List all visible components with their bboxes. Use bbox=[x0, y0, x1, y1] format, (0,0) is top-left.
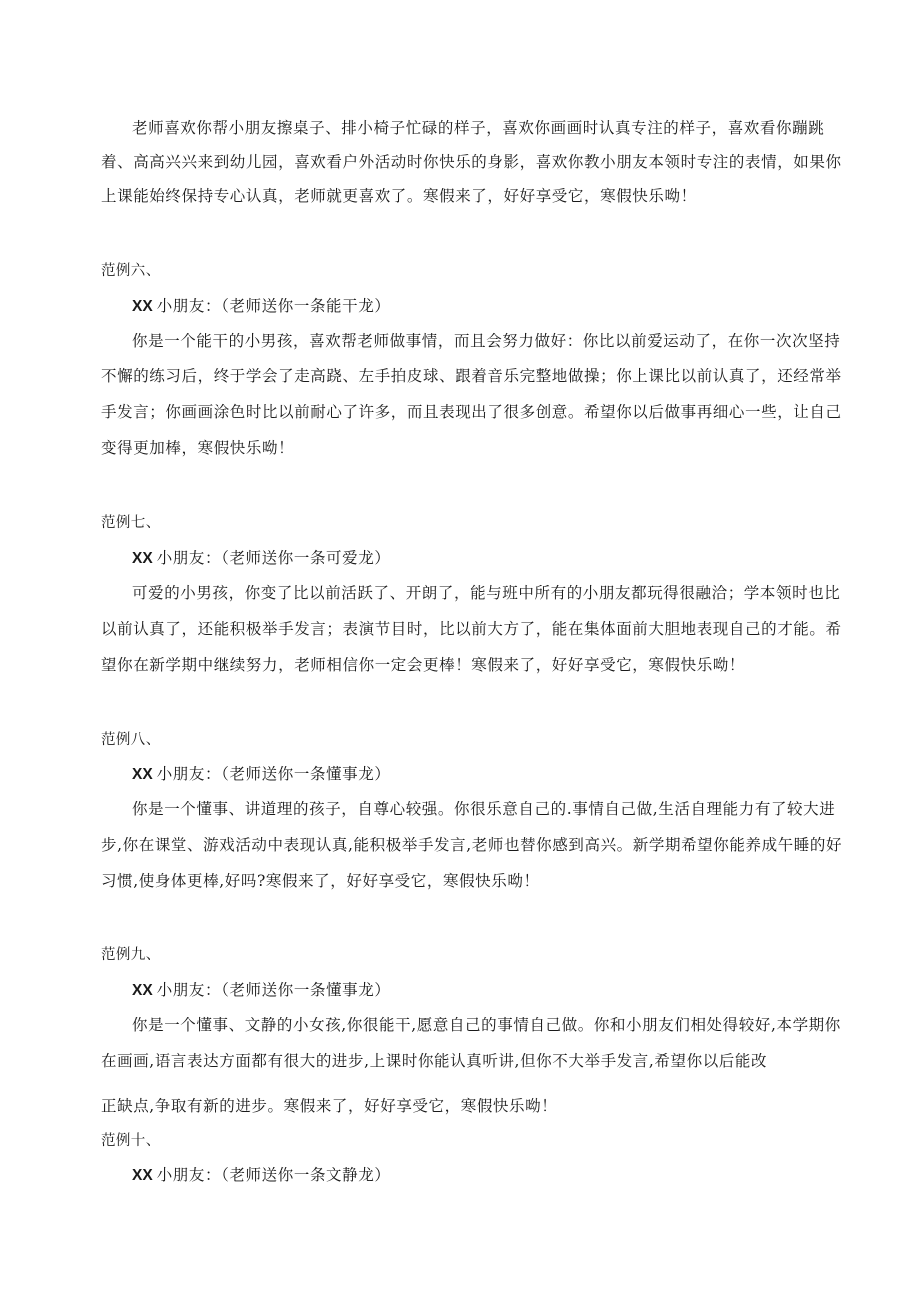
example-7-name: XX bbox=[132, 550, 153, 567]
example-6-line-3: 手发言；你画画涂色时比以前耐心了许多，而且表现出了很多创意。希望你以后做事再细心一些，让自己 bbox=[101, 403, 842, 421]
example-6-name: XX bbox=[132, 298, 153, 315]
example-9-salutation bbox=[132, 980, 854, 1001]
example-10-heading: 范例十、 bbox=[101, 1133, 161, 1149]
example-6-salutation bbox=[132, 296, 854, 317]
example-8-salutation-text: 小朋友：（老师送你一条懂事龙） bbox=[156, 765, 391, 783]
example-7-heading: 范例七、 bbox=[101, 515, 161, 531]
example-7-line-2: 以前认真了，还能积极举手发言；表演节目时，比以前大方了，能在集体面前大胆地表现自己的才能。希 bbox=[101, 620, 842, 638]
example-8-line-2: 步,你在课堂、游戏活动中表现认真,能积极举手发言,老师也替你感到高兴。新学期希望你能养成午睡的好 bbox=[101, 836, 843, 854]
example-8-heading: 范例八、 bbox=[101, 732, 161, 748]
example-7-salutation-text: 小朋友：（老师送你一条可爱龙） bbox=[156, 549, 391, 567]
example-10-salutation bbox=[132, 1165, 854, 1186]
intro-line-3: 上课能始终保持专心认真，老师就更喜欢了。寒假来了，好好享受它，寒假快乐呦！ bbox=[101, 187, 697, 205]
example-6-line-4: 变得更加棒，寒假快乐呦！ bbox=[101, 439, 295, 457]
example-9-line-2: 在画画,语言表达方面都有很大的进步,上课时你能认真听讲,但你不大举手发言,希望你以后能改 bbox=[101, 1052, 768, 1070]
example-8-name: XX bbox=[132, 766, 153, 783]
example-8-line-3: 习惯,使身体更棒,好吗?寒假来了，好好享受它，寒假快乐呦！ bbox=[101, 872, 540, 890]
example-10-salutation-text: 小朋友：（老师送你一条文静龙） bbox=[156, 1166, 391, 1184]
example-6-line-2: 不懈的练习后，终于学会了走高跷、左手拍皮球、跟着音乐完整地做操；你上课比以前认真了，还经常举 bbox=[101, 367, 842, 385]
intro-line-1: 老师喜欢你帮小朋友擦桌子、排小椅子忙碌的样子，喜欢你画画时认真专注的样子，喜欢看你蹦跳 bbox=[132, 119, 825, 137]
example-8-line-1: 你是一个懂事、讲道理的孩子，自尊心较强。你很乐意自己的.事情自己做,生活自理能力有了较大进 bbox=[132, 800, 836, 818]
example-9-salutation-text: 小朋友：（老师送你一条懂事龙） bbox=[156, 981, 391, 999]
example-6-line-1: 你是一个能干的小男孩，喜欢帮老师做事情，而且会努力做好：你比以前爱运动了，在你一次次坚持 bbox=[132, 332, 841, 350]
example-9-line-3: 正缺点,争取有新的进步。寒假来了，好好享受它，寒假快乐呦！ bbox=[101, 1097, 558, 1115]
example-9-name: XX bbox=[132, 982, 153, 999]
example-6-salutation-text: 小朋友：（老师送你一条能干龙） bbox=[156, 297, 391, 315]
intro-line-2: 着、高高兴兴来到幼儿园，喜欢看户外活动时你快乐的身影，喜欢你教小朋友本领时专注的表情，如果你 bbox=[101, 153, 842, 171]
example-7-line-1: 可爱的小男孩，你变了比以前活跃了、开朗了，能与班中所有的小朋友都玩得很融洽；学本领时也比 bbox=[132, 584, 841, 602]
example-10-name: XX bbox=[132, 1167, 153, 1184]
example-8-salutation bbox=[132, 764, 854, 785]
example-7-line-3: 望你在新学期中继续努力，老师相信你一定会更棒！寒假来了，好好享受它，寒假快乐呦！ bbox=[101, 656, 746, 674]
example-7-salutation bbox=[132, 548, 854, 569]
example-6-heading: 范例六、 bbox=[101, 263, 161, 279]
example-9-heading: 范例九、 bbox=[101, 947, 161, 963]
example-9-line-1: 你是一个懂事、文静的小女孩,你很能干,愿意自己的事情自己做。你和小朋友们相处得较好,本学期你 bbox=[132, 1016, 841, 1034]
